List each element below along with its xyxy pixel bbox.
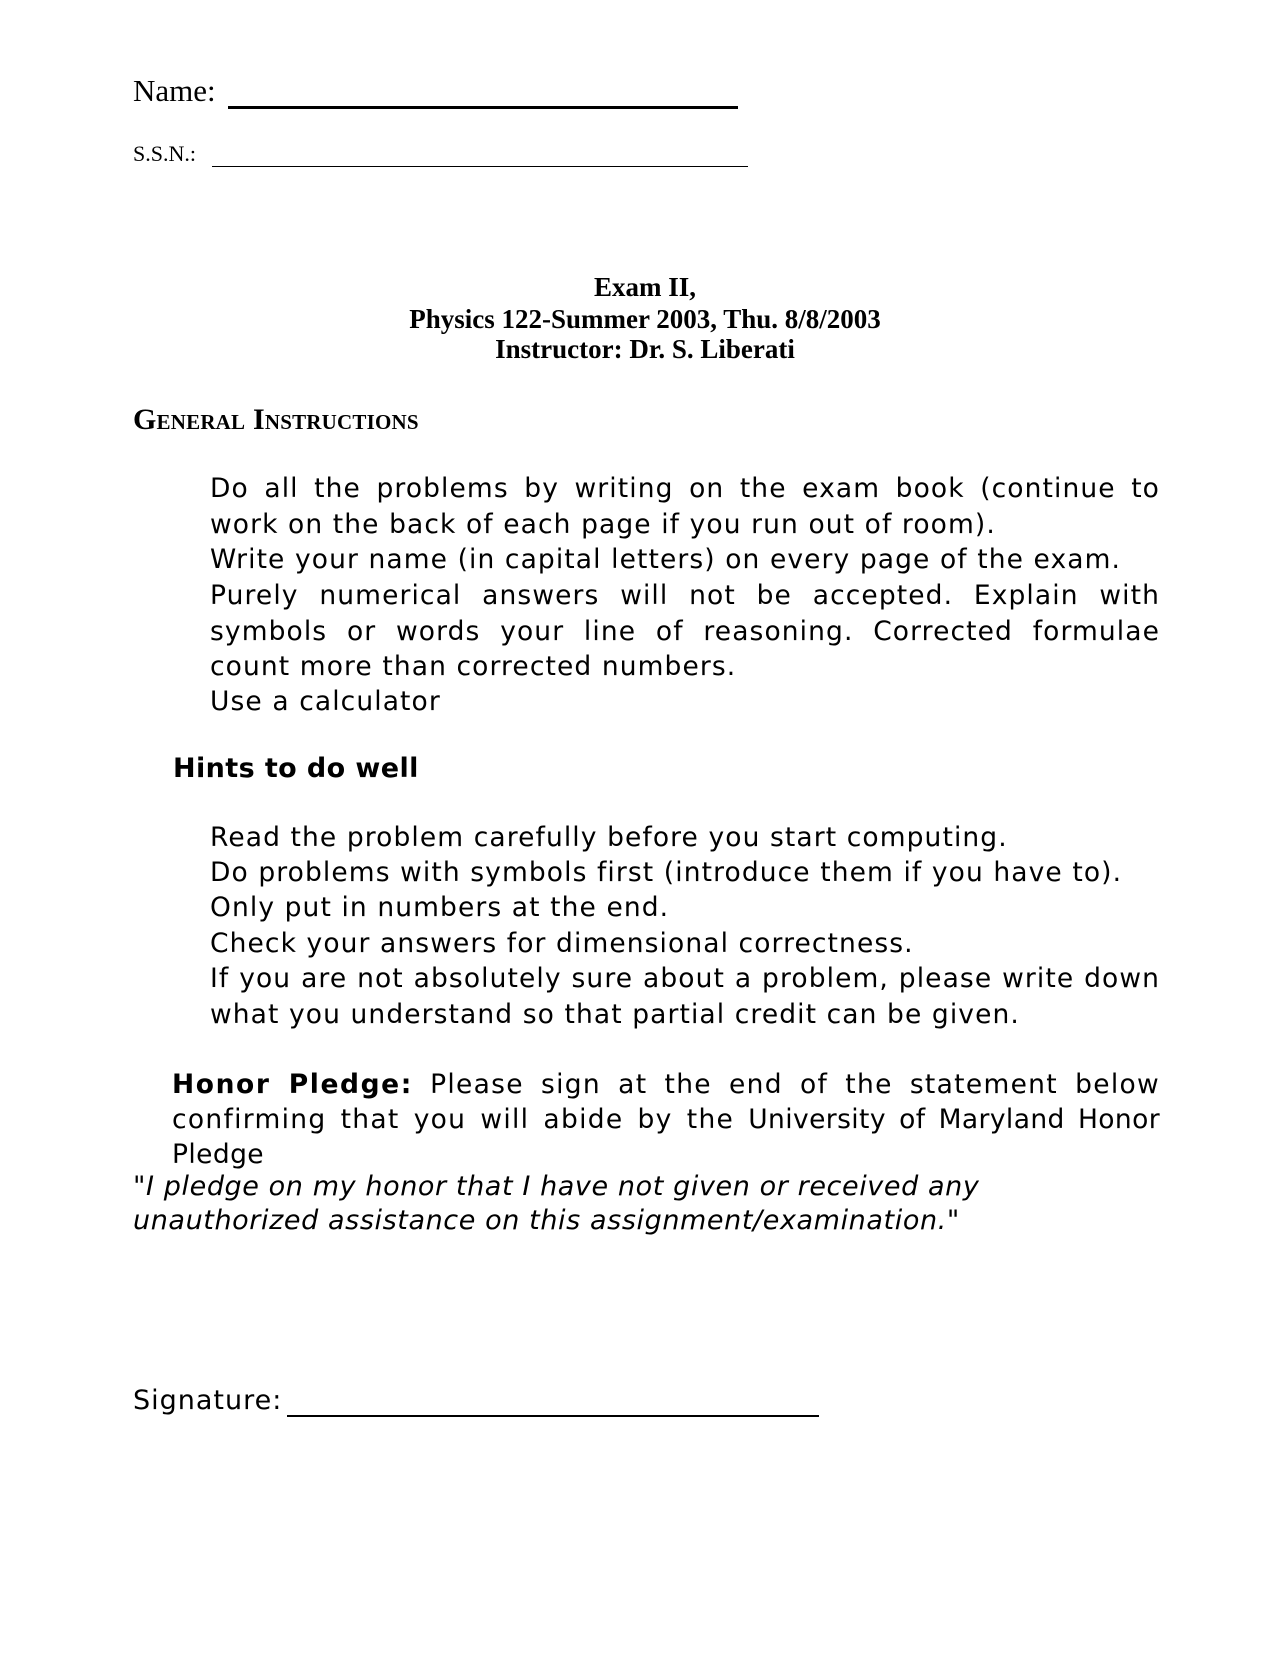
university-honor-pledge: University of Maryland Honor Pledge (172, 1104, 1160, 1170)
exam-title: Exam II, (593, 272, 696, 302)
instruction-item: Use a calculator (210, 686, 441, 717)
instructor-info: Instructor: Dr. S. Liberati (495, 334, 795, 364)
hint-item: Do problems with symbols first (introduce them if you have to). (210, 857, 1123, 888)
honor-pledge-text: Please sign at the end of the statement below confirming that you will abide by the (172, 1069, 1160, 1135)
ssn-field-line[interactable] (212, 166, 748, 167)
signature-label: Signature: (133, 1385, 283, 1416)
hint-item: Read the problem carefully before you start computing. (210, 822, 1008, 853)
hint-item: Check your answers for dimensional correctness. (210, 928, 914, 959)
course-info: Physics 122-Summer 2003, Thu. 8/8/2003 (409, 304, 881, 334)
pledge-quote: "I pledge on my honor that I have not given or received any unauthorized assistance on this assignment/examination." (133, 1171, 980, 1236)
honor-pledge-label: Honor Pledge: (172, 1069, 413, 1100)
ssn-label: S.S.N.: (133, 141, 196, 166)
hint-item: If you are not absolutely sure about a problem, please write down what you understand so that partial credit can be given. (210, 963, 1160, 1030)
honor-pledge-paragraph (172, 1067, 1160, 1172)
name-label: Name: (133, 73, 216, 108)
instruction-item: Do all the problems by writing on the exam book (continue to work on the back of each page if you run out of room). (210, 473, 1160, 540)
general-instructions-heading: General Instructions (133, 403, 419, 436)
hint-item: Only put in numbers at the end. (210, 892, 670, 923)
instruction-item: Purely numerical answers will not be accepted. Explain with symbols or words your line of reasoning. Corrected formulae count more than corrected numbers. (210, 580, 1160, 682)
signature-field-line[interactable] (287, 1415, 819, 1417)
name-field-line[interactable] (228, 106, 738, 109)
hints-heading: Hints to do well (173, 753, 419, 784)
instruction-item: Write your name (in capital letters) on every page of the exam. (210, 544, 1122, 575)
